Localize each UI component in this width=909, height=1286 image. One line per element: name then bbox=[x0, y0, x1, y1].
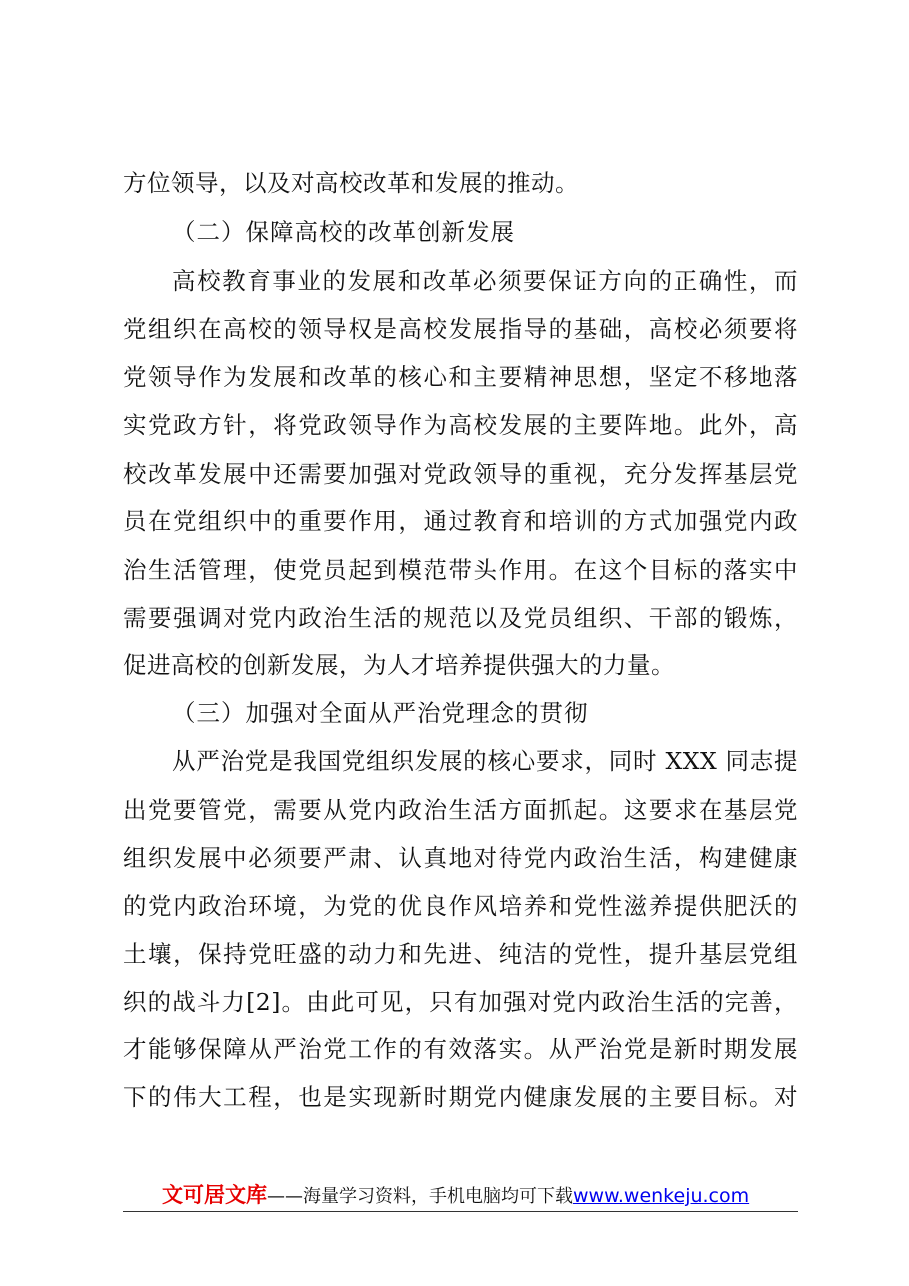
footer-tagline: ——海量学习资料，手机电脑均可下载 bbox=[267, 1186, 573, 1207]
paragraph-line: 高校教育事业的发展和改革必须要保证方向的正确性，而 bbox=[172, 267, 798, 295]
paragraph-line: 的党内政治环境，为党的优良作风培养和党性滋养提供肥沃的 bbox=[123, 892, 798, 920]
paragraph-line: 实党政方针，将党政领导作为高校发展的主要阵地。此外，高 bbox=[123, 411, 798, 439]
page-footer bbox=[162, 1180, 749, 1212]
paragraph-line: 才能够保障从严治党工作的有效落实。从严治党是新时期发展 bbox=[123, 1035, 798, 1063]
footer-divider bbox=[123, 1211, 798, 1212]
paragraph-line: 出党要管党，需要从党内政治生活方面抓起。这要求在基层党 bbox=[123, 796, 798, 824]
paragraph-line: 组织发展中必须要严肃、认真地对待党内政治生活，构建健康 bbox=[123, 844, 798, 872]
paragraph-line: 织的战斗力[2]。由此可见，只有加强对党内政治生活的完善， bbox=[123, 988, 798, 1016]
paragraph-line: 党领导作为发展和改革的核心和主要精神思想，坚定不移地落 bbox=[123, 363, 798, 391]
paragraph-line: 党组织在高校的领导权是高校发展指导的基础，高校必须要将 bbox=[123, 315, 798, 343]
paragraph-line: 校改革发展中还需要加强对党政领导的重视，充分发挥基层党 bbox=[123, 460, 798, 488]
paragraph-line: 土壤，保持党旺盛的动力和先进、纯洁的党性，提升基层党组 bbox=[123, 940, 798, 968]
paragraph-line: 促进高校的创新发展，为人才培养提供强大的力量。 bbox=[123, 651, 675, 679]
footer-brand: 文可居文库 bbox=[162, 1183, 267, 1207]
section-heading: （二）保障高校的改革创新发展 bbox=[172, 218, 515, 246]
paragraph-line: 需要强调对党内政治生活的规范以及党员组织、干部的锻炼， bbox=[123, 604, 798, 632]
footer-link[interactable]: www.wenkeju.com bbox=[573, 1185, 750, 1207]
paragraph-line: 方位领导，以及对高校改革和发展的推动。 bbox=[123, 169, 579, 197]
paragraph-line: 员在党组织中的重要作用，通过教育和培训的方式加强党内政 bbox=[123, 507, 798, 535]
section-heading: （三）加强对全面从严治党理念的贯彻 bbox=[172, 699, 589, 727]
paragraph-line: 治生活管理，使党员起到模范带头作用。在这个目标的落实中 bbox=[123, 556, 798, 584]
paragraph-line: 从严治党是我国党组织发展的核心要求，同时 XXX 同志提 bbox=[172, 747, 798, 775]
paragraph-line: 下的伟大工程，也是实现新时期党内健康发展的主要目标。对 bbox=[123, 1083, 798, 1111]
